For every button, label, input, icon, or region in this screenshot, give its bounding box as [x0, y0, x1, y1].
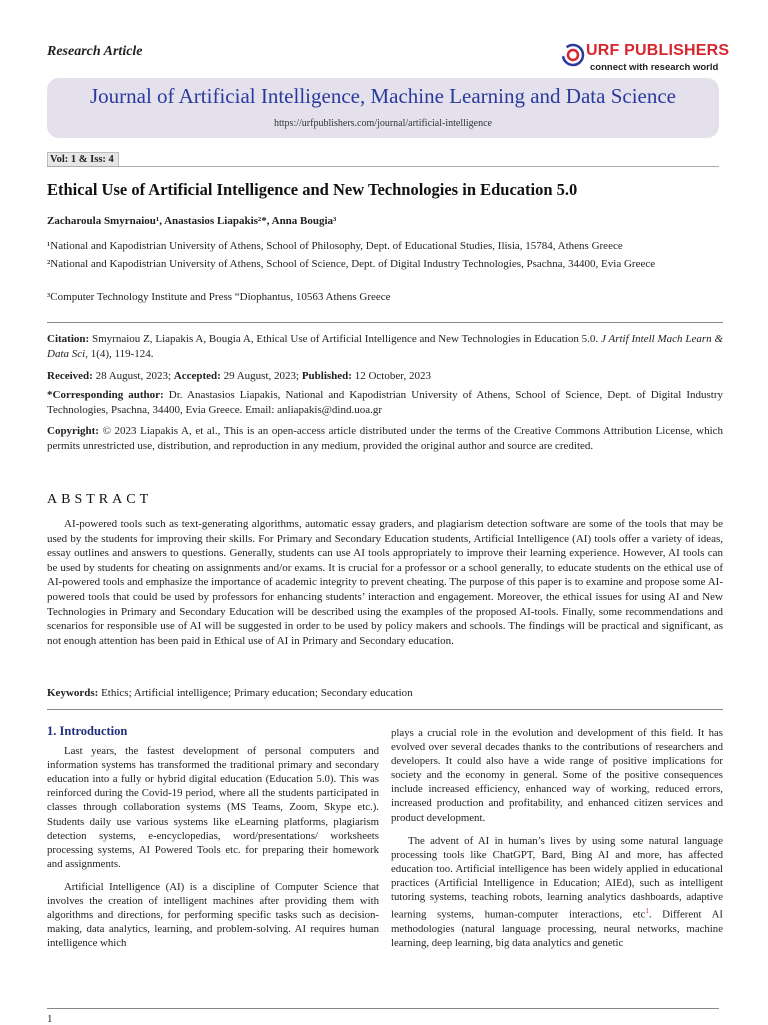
- citation: [47, 332, 723, 361]
- paper-title: Ethical Use of Artificial Intelligence and New Technologies in Education 5.0: [47, 180, 578, 199]
- publisher-tagline: connect with research world: [590, 62, 719, 73]
- paragraph: plays a crucial role in the evolution and development of this field. It has evolved over several decades thanks to the contributions of researchers and developers. It could also have a wide range of positive implications for society and the economy in general. Some of the positive consequences include increased efficiency, enhanced way of working, reduced errors, increased production and profitability, and enhanced citizen services and product development.: [391, 727, 723, 824]
- received-label: Received:: [47, 370, 93, 382]
- citation-label: Citation:: [47, 333, 90, 345]
- journal-banner: [47, 78, 719, 138]
- reference-link[interactable]: 1: [645, 907, 649, 916]
- page-number: 1: [47, 1013, 53, 1025]
- paragraph: Last years, the fastest development of personal computers and information systems has transformed the traditional primary and secondary education into a fully or hybrid digital education (Education 5.0). This was reinforced during the Covid-19 period, where all the students participated in classes through collaboration systems (MS Teams, Zoom, Skype etc.). Students daily use various systems like eLearning platforms, plagiarism detection systems, e-encyclopedias, word/presentations/ worksheets processing systems, AI Powered Tools etc. for preparing their homework and assignments.: [47, 745, 379, 870]
- corr-text: Dr. Anastasios Liapakis, National and Kapodistrian University of Athens, School of Science, Dept. of Digital Industry Technologies, Psachna, 34400, Evia Greece. Email: anliapakis@dind.uoa.gr: [47, 389, 723, 416]
- publisher-name: URF PUBLISHERS: [586, 42, 730, 59]
- publisher-emblem-icon: [560, 42, 586, 68]
- keywords-label: Keywords:: [47, 687, 99, 699]
- keywords-text: Ethics; Artificial intelligence; Primary education; Secondary education: [101, 687, 413, 699]
- affiliation-1: ¹National and Kapodistrian University of Athens, School of Philosophy, Dept. of Educational Studies, Ilisia, 15784, Athens Greece: [47, 240, 623, 252]
- divider: [47, 1008, 719, 1009]
- paragraph-text: . Different AI methodologies (natural language processing, neural networks, machine learning, deep learning, big data analytics and genetic: [391, 908, 723, 949]
- affiliation-2: ²National and Kapodistrian University of Athens, School of Science, Dept. of Digital Industry Technologies, Psachna, 34400, Evia Greece: [47, 258, 656, 270]
- citation-tail: 1(4), 119-124.: [90, 347, 154, 360]
- affiliation-3: ³Computer Technology Institute and Press “Diophantus, 10563 Athens Greece: [47, 291, 391, 303]
- divider: [47, 166, 719, 167]
- section-title: 1. Introduction: [47, 724, 128, 738]
- received-date: 28 August, 2023;: [95, 370, 172, 382]
- citation-text: Smyrnaiou Z, Liapakis A, Bougia A, Ethical Use of Artificial Intelligence and New Technologies in Education 5.0.: [91, 333, 599, 345]
- copyright: [47, 424, 723, 453]
- published-date: 12 October, 2023: [354, 370, 431, 382]
- left-column: [47, 724, 379, 959]
- keywords: [47, 687, 413, 699]
- paragraph-text: The advent of AI in human’s lives by using some natural language processing tools like ChatGPT, Bard, Bing AI and more, has affected education too. Artificial intelligence has been widely applied in educational practices (Artificial Intelligence in Education; AIEd), such as intelligent tutoring systems, teaching robots, learning analytics dashboards, adaptive learning systems, human-computer interactions, etc: [391, 834, 723, 921]
- citation-journal: J Artif Intell Mach Learn & Data Sci,: [47, 333, 724, 360]
- copyright-label: Copyright:: [47, 425, 99, 437]
- published-label: Published:: [301, 370, 352, 382]
- abstract-heading: ABSTRACT: [47, 492, 153, 507]
- accepted-date: 29 August, 2023;: [223, 370, 300, 382]
- journal-url[interactable]: https://urfpublishers.com/journal/artificial-intelligence: [274, 118, 492, 129]
- volume-label: Vol: 1 & Iss: 4: [47, 152, 119, 167]
- corr-label: *Corresponding author:: [47, 389, 164, 401]
- paragraph: Artificial Intelligence (AI) is a discipline of Computer Science that involves the creation of intelligent machines after providing them with algorithms and directions, for performing specific tasks such as decision-making, data analytics, learning, and problem-solving. AI requires human intelligence which: [47, 880, 379, 950]
- right-column: [391, 726, 723, 959]
- publisher-logo: [560, 40, 730, 80]
- accepted-label: Accepted:: [173, 370, 221, 382]
- corresponding-author: [47, 388, 723, 417]
- divider: [47, 322, 723, 323]
- author-list: Zacharoula Smyrnaiou¹, Anastasios Liapakis²*, Anna Bougia³: [47, 215, 337, 227]
- divider: [47, 709, 723, 710]
- article-type: Research Article: [47, 44, 143, 59]
- paragraph: [391, 834, 723, 950]
- abstract-text: AI-powered tools such as text-generating algorithms, automatic essay graders, and plagiarism detection software are some of the tools that may be used by the students for improving their skills. For Primary and Secondary Education students, Artificial Intelligence (AI) tools offer a variety of ideas, essay outlines and answers to questions. Generally, students can use AI tools appropriately to improve their learning experience. However, AI tools can be used by students for cheating on assignments and/or exams. It is crucial for a professor or a school generally, to educate students on the ethical use of AI-powered tools and emphasize the importance of academic integrity to prevent cheating. The purpose of this paper is to examine and propose some AI-powered tools that could be used by professors for enhancing students’ interaction and engagement. Moreover, the ethical issues for using AI and New Technologies in Primary and Secondary Education will be described using the examples of the proposed AI-tools. Finally, some recommendations and scenarios for responsible use of AI will be suggested in order to be used by policy makers and schools. The findings will be practical and significant, as not enough attention has been paid in Ethical use of AI in Primary and Secondary education.: [47, 518, 723, 647]
- journal-title: Journal of Artificial Intelligence, Machine Learning and Data Science: [89, 84, 676, 108]
- dates: [47, 369, 723, 384]
- copyright-text: © 2023 Liapakis A, et al., This is an open-access article distributed under the terms of the Creative Commons Attribution License, which permits unrestricted use, distribution, and reproduction in any medium, provided the original author and source are credited.: [47, 425, 724, 452]
